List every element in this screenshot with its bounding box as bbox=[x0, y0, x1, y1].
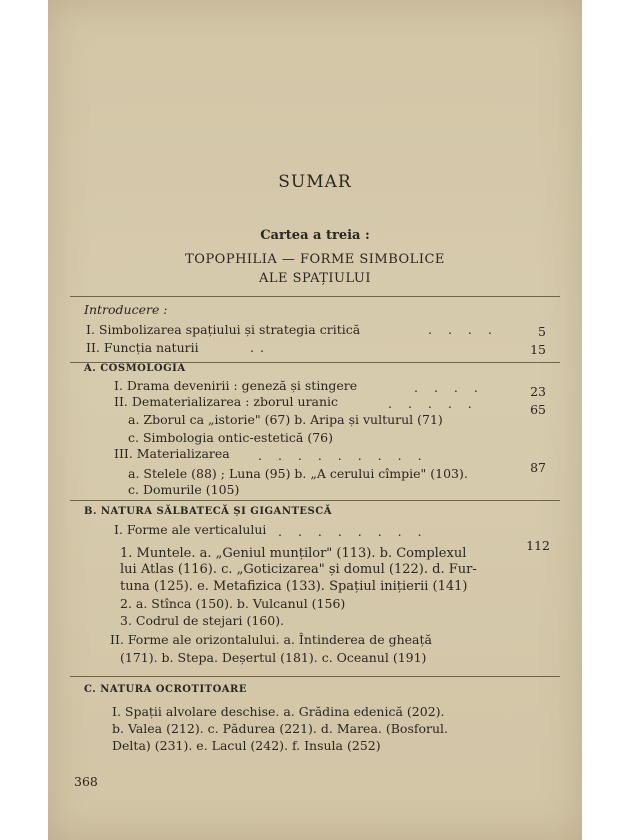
section-heading-c: C. NATURA OCROTITOARE bbox=[84, 684, 247, 695]
toc-subentry: Delta) (231). e. Lacul (242). f. Insula (252) bbox=[112, 738, 381, 753]
toc-entry-text: II. Funcția naturii bbox=[86, 340, 199, 355]
toc-leader-dots: . . . . . . . . bbox=[278, 524, 428, 539]
toc-entry-text: I. Simbolizarea spațiului și strategia critică bbox=[86, 322, 361, 337]
toc-leader-dots: . . . . bbox=[428, 322, 498, 337]
toc-subentry: 1. Muntele. a. „Geniul munților" (113). b. Complexul bbox=[120, 546, 467, 561]
toc-entry-text: I. Drama devenirii : geneză și stingere bbox=[114, 378, 358, 393]
divider-top bbox=[70, 296, 560, 297]
toc-leader-dots: . . . . . . . . . bbox=[258, 448, 428, 463]
section-heading-a: A. COSMOLOGIA bbox=[84, 363, 186, 374]
toc-subentry: tuna (125). e. Metafizica (133). Spațiul inițierii (141) bbox=[120, 579, 468, 594]
toc-leader-dots: .. bbox=[250, 340, 270, 355]
toc-subentry: b. Valea (212). c. Pădurea (221). d. Marea. (Bosforul. bbox=[112, 721, 449, 736]
toc-subentry: c. Domurile (105) bbox=[128, 482, 240, 497]
intro-heading: Introducere : bbox=[84, 302, 168, 317]
toc-page-number: 23 bbox=[530, 384, 546, 399]
toc-subentry: 2. a. Stînca (150). b. Vulcanul (156) bbox=[120, 596, 346, 611]
book-page bbox=[48, 0, 582, 840]
toc-subentry: lui Atlas (116). c. „Goticizarea" și domul (122). d. Fur- bbox=[120, 562, 477, 577]
toc-entry-text: II. Dematerializarea : zborul uranic bbox=[114, 394, 339, 409]
toc-entry-text: II. Forme ale orizontalului. a. Întinderea de gheață bbox=[110, 632, 432, 647]
toc-page-number: 5 bbox=[538, 324, 546, 339]
toc-entry-text: III. Materializarea bbox=[114, 446, 230, 461]
toc-leader-dots: . . . . bbox=[414, 380, 484, 395]
book-heading: Cartea a treia : bbox=[260, 228, 370, 243]
toc-leader-dots: . . . . . bbox=[388, 396, 478, 411]
toc-page-number: 112 bbox=[526, 538, 550, 553]
toc-subentry: a. Stelele (88) ; Luna (95) b. „A cerului cîmpie" (103). bbox=[128, 466, 468, 481]
divider bbox=[70, 676, 560, 677]
divider bbox=[70, 500, 560, 501]
toc-subentry: (171). b. Stepa. Deșertul (181). c. Oceanul (191) bbox=[120, 650, 427, 665]
page-number: 368 bbox=[74, 774, 98, 789]
toc-page-number: 87 bbox=[530, 460, 546, 475]
toc-page-number: 15 bbox=[530, 342, 546, 357]
toc-subentry: a. Zborul ca „istorie" (67) b. Aripa și vulturul (71) bbox=[128, 412, 443, 427]
toc-subentry: c. Simbologia ontic-estetică (76) bbox=[128, 430, 333, 445]
subtitle-line-1: TOPOPHILIA — FORME SIMBOLICE bbox=[185, 252, 445, 267]
section-heading-b: B. NATURA SĂLBATECĂ ȘI GIGANTESCĂ bbox=[84, 506, 332, 517]
toc-entry-text: I. Spații alvolare deschise. a. Grădina edenică (202). bbox=[112, 704, 445, 719]
toc-subentry: 3. Codrul de stejari (160). bbox=[120, 613, 285, 628]
toc-entry-text: I. Forme ale verticalului bbox=[114, 522, 267, 537]
subtitle-line-2: ALE SPAȚIULUI bbox=[258, 271, 372, 286]
toc-page-number: 65 bbox=[530, 402, 546, 417]
page-title: SUMAR bbox=[278, 172, 352, 192]
